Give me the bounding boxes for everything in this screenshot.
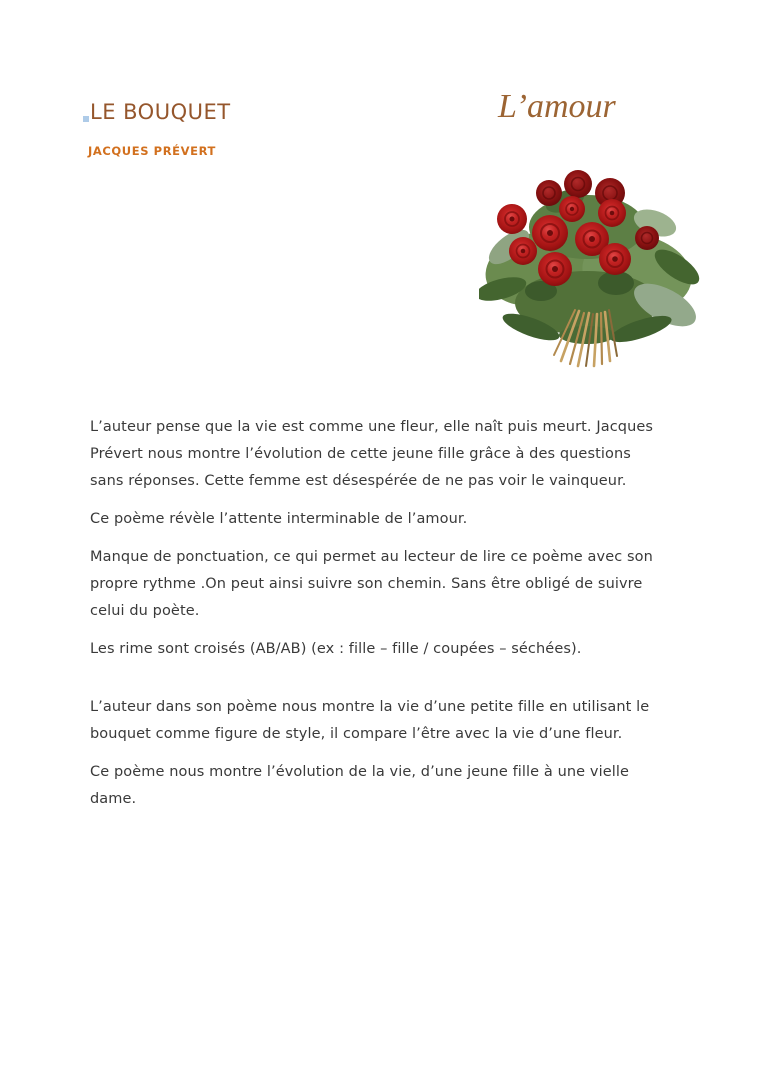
theme-heading: L’amour [498, 88, 616, 125]
paragraph-ponctuation: Manque de ponctuation, ce qui permet au lecteur de lire ce poème avec son propre rythme .On peut ainsi suivre son chemin. Sans être obligé de suivre celui du poète. [90, 549, 653, 619]
paragraph-evolution-vie: Ce poème nous montre l’évolution de la vie, d’une jeune fille à une vielle dame. [90, 764, 629, 807]
page-title [90, 100, 231, 124]
paragraph-figure-de-style: L’auteur dans son poème nous montre la vie d’une petite fille en utilisant le bouquet comme figure de style, il compare l’être avec la vie d’une fleur. [90, 699, 650, 742]
paragraph-analysis-flower: L’auteur pense que la vie est comme une fleur, elle naît puis meurt. Jacques Prévert nous montre l’évolution de cette jeune fille grâce à des questions sans réponses. Cette femme est désespérée de ne pas voir le vainqueur. [90, 419, 654, 489]
commentary-text [90, 414, 668, 824]
bouquet-roses-illustration [479, 163, 701, 373]
author-subtitle: JACQUES PRÉVERT [88, 144, 216, 158]
paragraph-attente: Ce poème révèle l’attente interminable de l’amour. [90, 511, 468, 527]
paragraph-rimes: Les rime sont croisés (AB/AB) (ex : fille – fille / coupées – séchées). [90, 641, 582, 657]
bouquet-image [479, 163, 701, 373]
page-title-text: LE BOUQUET [90, 100, 231, 124]
anchor-marker-icon [83, 116, 89, 122]
